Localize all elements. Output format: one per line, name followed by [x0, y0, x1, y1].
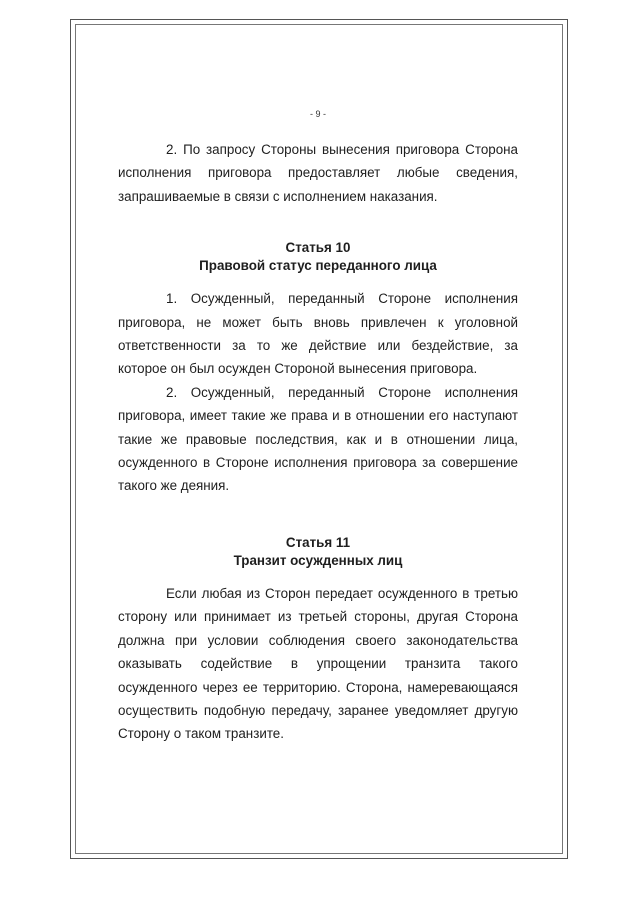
article-title: Правовой статус переданного лица: [199, 258, 437, 274]
article-paragraph: 2. Осужденный, переданный Стороне исполнения приговора, имеет такие же права и в отношении его наступают такие же правовые последствия, как и в отношении лица, осужденного в Стороне исполнения приговора за совершение такого же деяния.: [118, 384, 518, 494]
article-paragraph: 1. Осужденный, переданный Стороне исполнения приговора, не может быть вновь привлечен к уголовной ответственности за то же действие или бездействие, за которое он был осужден Стороной вынесения приговора.: [118, 291, 518, 377]
paragraph-intro: 2. По запросу Стороны вынесения приговора Сторона исполнения приговора предоставляет любые сведения, запрашиваемые в связи с исполнением наказания.: [118, 142, 518, 204]
article-11: [118, 534, 518, 746]
article-number: Статья 11: [285, 534, 351, 550]
article-title: Транзит осужденных лиц: [233, 552, 403, 568]
page-number: - 9 -: [309, 109, 326, 119]
article-number: Статья 10: [285, 240, 351, 256]
article-paragraph: Если любая из Сторон передает осужденного в третью сторону или принимает из третьей стороны, другая Сторона должна при условии соблюдения своего законодательства оказывать содействие в упрощении транзита такого осужденного через ее территорию. Сторона, намеревающаяся осуществить подобную передачу, заранее уведомляет другую Сторону о таком транзите.: [118, 585, 518, 742]
article-10: [118, 239, 518, 498]
document-body: [118, 108, 518, 746]
